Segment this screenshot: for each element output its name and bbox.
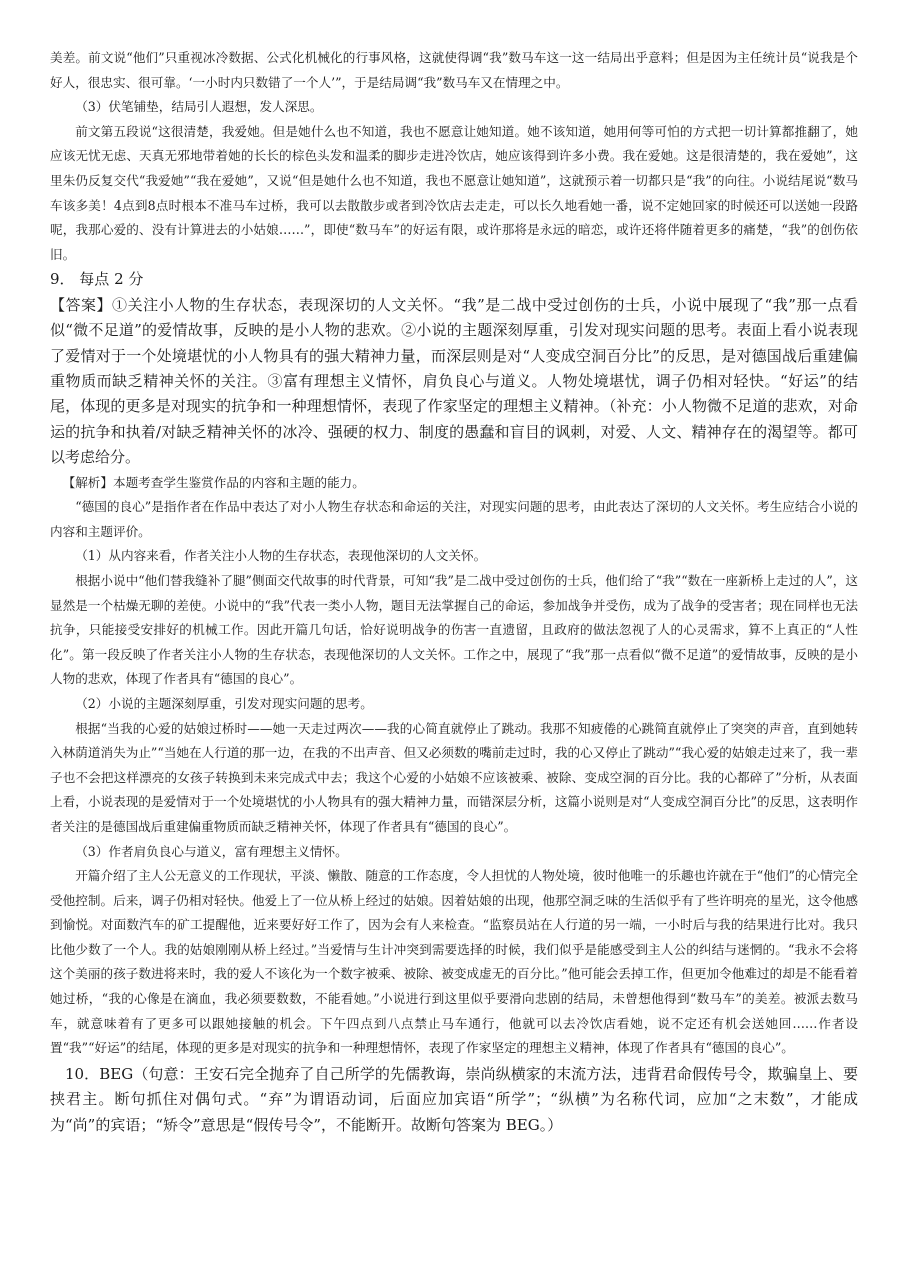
analysis-9-intro: “德国的良心”是指作者在作品中表达了对小人物生存状态和命运的关注，对现实问题的思考，由此表达了深切的人文关怀。考生应结合小说的内容和主题评价。 [50,499,858,539]
document-page [50,46,858,1138]
point-heading-1: （1）从内容来看，作者关注小人物的生存状态，表现他深切的人文关怀。 [75,548,487,564]
analysis-9-label: 【解析】本题考查学生鉴赏作品的内容和主题的能力。 [62,474,365,490]
paragraph-point-2: 根据“当我的心爱的姑娘过桥时——她一天走过两次——我的心简直就停止了跳动。我那不知疲倦的心跳简直就停止了突突的声音，直到她转入林荫道消失为止”“当她在人行道的那一边，在我的不出声音、但又必须数的嘴前走过时，我的心又停止了跳动”“我心爱的姑娘走过来了，我一辈子也不会把这样漂亮的女孩子转换到未来完成式中去；我这个心爱的小姑娘不应该被乘、被除、变成空洞的百分比。我的心都碎了”分析，从表面上看，小说表现的是爱情对于一个处境堪忧的小人物具有的强大精神力量，而错深层分析，这篇小说则是对“人变成空洞百分比”的反思，这表明作者关注的是德国战后重建偏重物质而缺乏精神关怀，体现了作者具有“德国的良心”。 [50,720,858,834]
paragraph-foreshadowing: 前文第五段说“这很清楚，我爱她。但是她什么也不知道，我也不愿意让她知道。她不该知道，她用何等可怕的方式把一切计算都推翻了，她应该无忧无虑、天真无邪地带着她的长长的棕色头发和温柔的脚步走进冷饮店，她应该得到许多小费。我在爱她。这是很清楚的，我在爱她”，这里朱仍反复交代“我爱她”“我在爱她”，又说“但是她什么也不知道，我也不愿意让她知道”，这就预示着一切都只是“我”的向往。小说结尾说“数马车该多美！4点到8点时根本不准马车过桥，我可以去散散步或者到冷饮店去走走，可以长久地看她一番，说不定她回家的时候还可以送她一段路呢，我那心爱的、没有计算进去的小姑娘……”，即使“数马车”的好运有限，或许那将是永远的暗恋，或许还将伴随着更多的痛楚，“我”的创伤依旧。 [50,123,858,262]
point-heading-2: （2）小说的主题深刻厚重，引发对现实问题的思考。 [75,695,373,711]
answer-9: 【答案】①关注小人物的生存状态，表现深切的人文关怀。“我”是二战中受过创伤的士兵，小说中展现了“我”那一点看似“微不足道”的爱情故事，反映的是小人物的悲欢。②小说的主题深刻厚重，引发对现实问题的思考。表面上看小说表现了爱情对于一个处境堪忧的小人物具有的强大精神力量，而深层则是对“人变成空洞百分比”的反思，是对德国战后重建偏重物质而缺乏精神关怀的关注。③富有理想主义情怀，肩负良心与道义。人物处境堪忧，调子仍相对轻快。“好运”的结尾，体现的更多是对现实的抗争和一种理想情怀，表现了作家坚定的理想主义精神。（补充：小人物微不足道的悲欢，对命运的抗争和执着/对缺乏精神关怀的冰冷、强硬的权力、制度的愚蠢和盲目的讽刺，对爱、人文、精神存在的渴望等。都可以考虑给分。 [50,295,858,467]
point-heading-3b: （3）作者肩负良心与道义，富有理想主义情怀。 [75,843,348,859]
question-9-heading: 9． 每点 2 分 [50,270,144,289]
answer-10: 10．BEG（句意：王安石完全抛弃了自己所学的先儒教诲，崇尚纵横家的末流方法，违背君命假传号令，欺骗皇上、要挟君主。断句抓住对偶句式。“弃”为谓语动词，后面应加宾语“所学”；“纵横”为名称代词，应加“之末数”，才能成为“尚”的宾语；“矫令”意思是“假传号令”，不能断开。故断句答案为 BEG。） [50,1064,858,1134]
paragraph-point-3: 开篇介绍了主人公无意义的工作现状，平淡、懒散、随意的工作态度，令人担忧的人物处境，彼时他唯一的乐趣也许就在于“他们”的心情完全受他控制。后来，调子仍相对轻快。他爱上了一位从桥上经过的姑娘。因着姑娘的出现，他那空洞乏味的生活似乎有了些许明亮的星光，这令他感到愉悦。对面数汽车的矿工提醒他，近来要好好工作了，因为会有人来检查。“监察员站在人行道的另一端，一小时后与我的结果进行比对。我只比他少数了一个人。我的姑娘刚刚从桥上经过。”当爱情与生计冲突到需要选择的时候，我们似乎是能感受到主人公的纠结与迷惘的。“我永不会将这个美丽的孩子数进将来时，我的爱人不该化为一个数字被乘、被除、被变成虚无的百分比。”他可能会丢掉工作，但更加令他难过的却是不能看着她过桥，“我的心像是在滴血，我必须要数数，不能看她。”小说进行到这里似乎要滑向悲剧的结局，未曾想他得到“数马车”的美差。被派去数马车，就意味着有了更多可以跟她接触的机会。下午四点到八点禁止马车通行，他就可以去冷饮店看她，说不定还有机会送她回……作者设置“我”“好运”的结尾，体现的更多是对现实的抗争和一种理想情怀，表现了作家坚定的理想主义精神，体现了作者具有“德国的良心”。 [50,868,858,1056]
paragraph-analysis-ending: 美差。前文说“他们”只重视冰冷数据、公式化机械化的行事风格，这就使得调“我”数马车这一这一结局出乎意料；但是因为主任统计员“说我是个好人，很忠实、很可靠。‘一小时内只数错了一个人’”，于是结局调“我”数马车又在情理之中。 [50,50,858,90]
paragraph-point-1: 根据小说中“他们替我缝补了腿”侧面交代故事的时代背景，可知“我”是二战中受过创伤的士兵，他们给了“我”“数在一座新桥上走过的人”，这显然是一个枯燥无聊的差使。小说中的“我”代表一类小人物，题目无法掌握自己的命运，参加战争并受伤，成为了战争的受害者；现在同样也无法抗争，只能接受安排好的机械工作。因此开篇几句话，恰好说明战争的伤害一直遗留，且政府的做法忽视了人的心灵需求，算不上真正的“人性化”。第一段反映了作者关注小人物的生存状态，表现他深切的人文关怀。工作之中，展现了“我”那一点看似“微不足道”的爱情故事，反映的是小人物的悲欢，体现了作者具有“德国的良心”。 [50,572,858,687]
point-heading-3: （3）伏笔铺垫，结局引人遐想，发人深思。 [75,99,323,115]
